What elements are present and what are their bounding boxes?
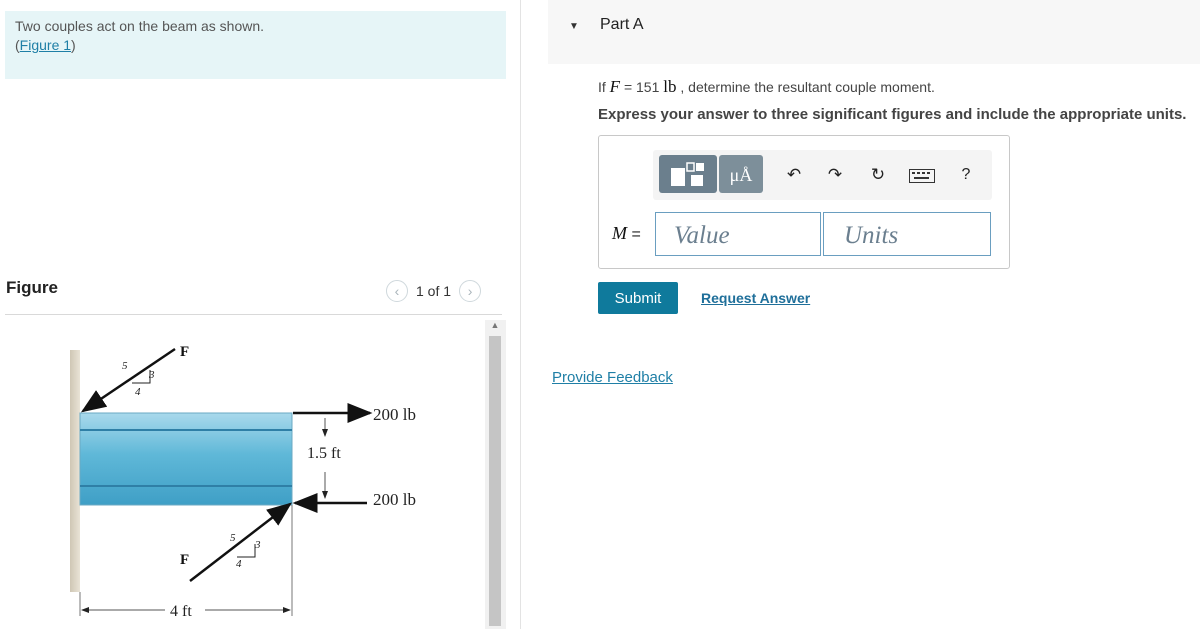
tri-top-3: 3 xyxy=(149,369,155,381)
chevron-right-icon[interactable]: › xyxy=(459,280,481,302)
units-input[interactable] xyxy=(823,212,991,256)
tri-bottom-5: 5 xyxy=(230,532,236,544)
help-icon[interactable]: ? xyxy=(961,166,971,183)
panel-divider xyxy=(520,0,521,629)
answer-instruction: Express your answer to three significant figures and include the appropriate units. xyxy=(598,106,1187,123)
question-variable: F xyxy=(609,77,621,96)
question-equals: = 151 xyxy=(620,79,664,95)
tri-bottom-4: 4 xyxy=(236,558,242,570)
force-f-top-label: F xyxy=(180,344,190,360)
equals-sign: = xyxy=(627,226,641,243)
beam-figure xyxy=(5,320,483,629)
question-unit: lb xyxy=(663,77,677,96)
figure-pager xyxy=(386,280,481,302)
question-prefix: If xyxy=(598,79,610,95)
load-upper-label: 200 lb xyxy=(373,405,416,424)
force-f-top-arrow xyxy=(83,349,175,411)
height-dimension-label: 1.5 ft xyxy=(307,445,341,462)
scrollbar-thumb[interactable] xyxy=(489,336,501,626)
answer-variable-label xyxy=(612,223,641,244)
load-lower-label: 200 lb xyxy=(373,490,416,509)
scroll-up-icon[interactable]: ▲ xyxy=(490,320,500,330)
tri-top-5: 5 xyxy=(122,360,128,372)
question-text xyxy=(598,77,935,97)
variable-symbol: M xyxy=(612,223,627,243)
pager-count: 1 of 1 xyxy=(416,283,452,299)
tri-top-4: 4 xyxy=(135,386,141,398)
keyboard-icon[interactable] xyxy=(909,169,935,188)
reset-icon[interactable]: ↻ xyxy=(870,165,886,184)
length-dimension-label: 4 ft xyxy=(170,603,192,620)
figure-link[interactable]: Figure 1 xyxy=(19,37,72,53)
request-answer-link[interactable]: Request Answer xyxy=(701,290,811,306)
provide-feedback-link[interactable]: Provide Feedback xyxy=(552,369,673,386)
force-f-bottom-label: F xyxy=(180,552,190,568)
figure-heading: Figure xyxy=(6,278,58,297)
beam xyxy=(80,413,292,505)
part-title[interactable]: Part A xyxy=(600,16,644,33)
undo-icon[interactable]: ↶ xyxy=(786,165,802,184)
templates-icon[interactable] xyxy=(659,155,717,193)
paren-open: ( xyxy=(15,37,20,53)
caret-down-icon[interactable]: ▼ xyxy=(569,21,579,32)
part-header[interactable] xyxy=(548,0,1200,64)
paren-close: ) xyxy=(71,37,76,53)
redo-icon[interactable]: ↷ xyxy=(827,165,843,184)
figure-divider xyxy=(5,314,502,315)
value-input[interactable] xyxy=(655,212,821,256)
problem-statement: Two couples act on the beam as shown. xyxy=(15,18,265,34)
question-suffix: , determine the resultant couple moment. xyxy=(676,79,935,95)
wall-support xyxy=(70,350,80,592)
submit-button[interactable]: Submit xyxy=(598,282,678,314)
figure-link-line xyxy=(15,37,76,53)
chevron-left-icon[interactable]: ‹ xyxy=(386,280,408,302)
units-icon[interactable]: μÅ xyxy=(719,155,763,193)
tri-bottom-3: 3 xyxy=(255,539,261,551)
